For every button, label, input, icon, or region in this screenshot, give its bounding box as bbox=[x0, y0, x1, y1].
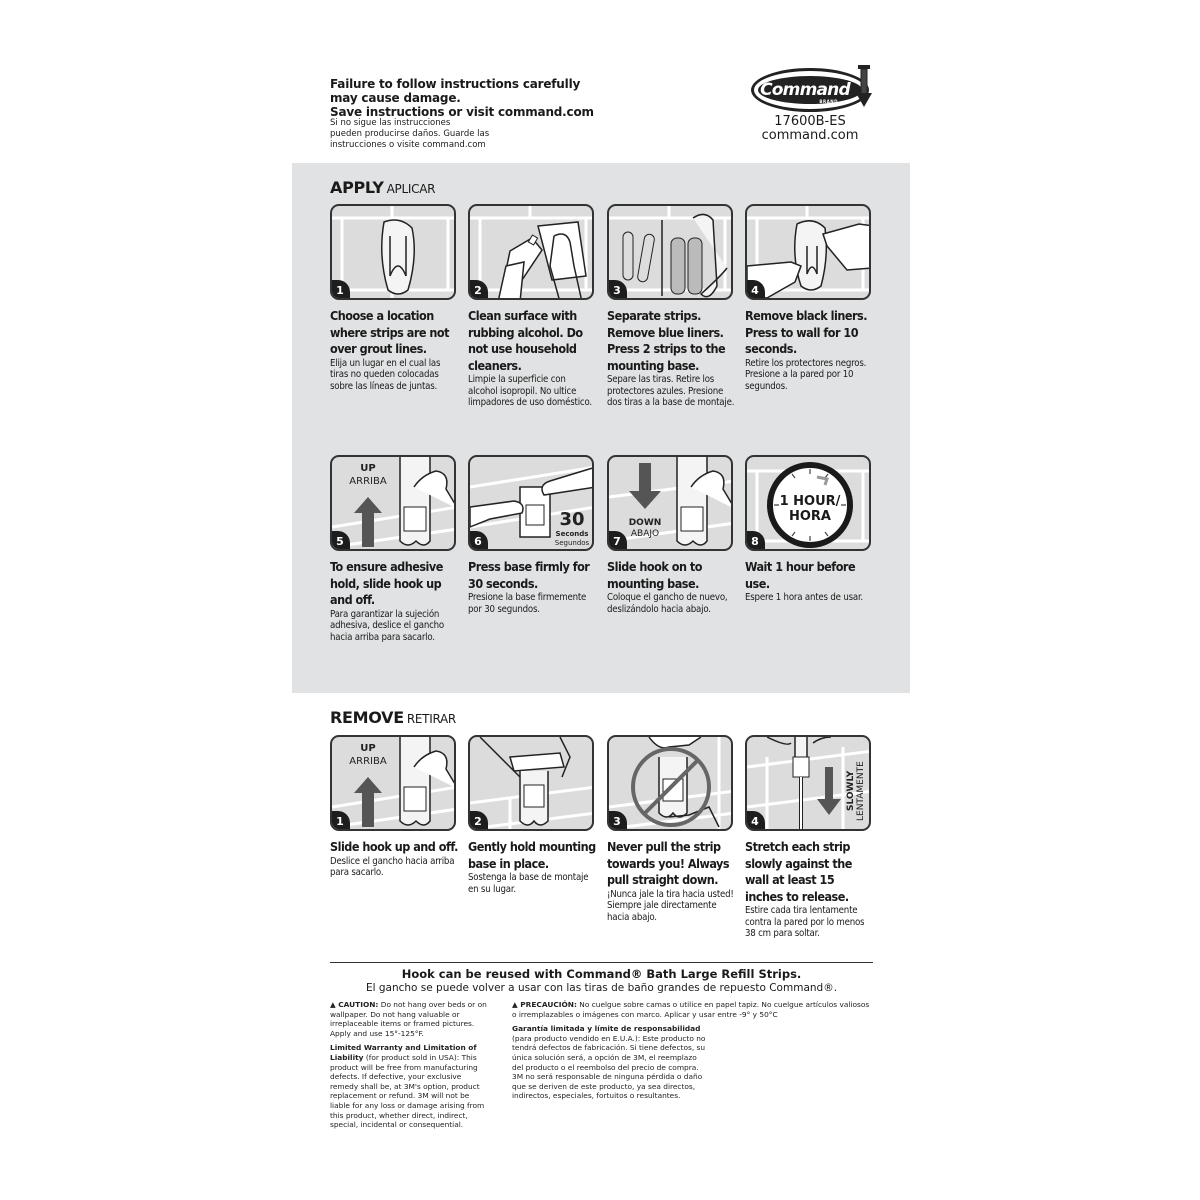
svg-text:1 HOUR/: 1 HOUR/ bbox=[779, 494, 841, 509]
strips-icon bbox=[609, 206, 733, 300]
warranty-text: (for product sold in USA): This product will be free from manufacturing defects. If defective, your exclusive remedy shall be, at 3M's option, product replacement or refund. 3M will not be liable for any loss or damage arising from this product, whether direct, indirect, special, incidental or consequential. bbox=[330, 1052, 485, 1130]
step-instruction-en: Separate strips. Remove blue liners. Press 2 strips to the mounting base. bbox=[607, 308, 726, 373]
step-illustration bbox=[745, 455, 871, 551]
divider bbox=[330, 962, 873, 963]
step-number-badge: 4 bbox=[745, 811, 765, 831]
refill-note-en: Hook can be reused with Command® Bath Large Refill Strips. bbox=[401, 967, 802, 981]
warning-line: Si no sigue las instrucciones bbox=[330, 118, 451, 128]
step-illustration bbox=[330, 204, 456, 300]
step-instruction-es: ¡Nunca jale la tira hacia usted! Siempre jale directamente hacia abajo. bbox=[607, 888, 734, 923]
website: command.com bbox=[761, 128, 859, 143]
step-instruction-en: Wait 1 hour before use. bbox=[745, 559, 856, 591]
warning-line: pueden producirse daños. Guarde las bbox=[330, 129, 490, 139]
step-number-badge: 3 bbox=[607, 280, 627, 300]
apply-step-1 bbox=[330, 204, 458, 392]
step-illustration bbox=[330, 455, 456, 551]
step-illustration bbox=[745, 735, 871, 831]
precaucion-label: ▲ PRECAUCIÓN: bbox=[512, 1000, 577, 1009]
svg-text:UP: UP bbox=[360, 463, 376, 474]
step-instruction-es: Coloque el gancho de nuevo, deslizándolo hacia abajo. bbox=[607, 592, 728, 615]
step-instruction-en: Stretch each strip slowly against the wall at least 15 inches to release. bbox=[745, 839, 852, 904]
precaucion-es bbox=[512, 1000, 874, 1019]
step-instruction-en: Slide hook on to mounting base. bbox=[607, 559, 702, 591]
step-number-badge: 2 bbox=[468, 811, 488, 831]
caution-en bbox=[330, 1000, 490, 1038]
apply-step-5 bbox=[330, 455, 458, 643]
remove-heading bbox=[330, 708, 456, 727]
remove-title: REMOVE bbox=[330, 708, 404, 727]
step-illustration bbox=[468, 204, 594, 300]
remove-step-1 bbox=[330, 735, 458, 879]
step-number-badge: 6 bbox=[468, 531, 488, 551]
warning-english bbox=[330, 77, 594, 119]
warning-line: instrucciones o visite command.com bbox=[330, 140, 486, 150]
step-instruction-es: Separe las tiras. Retire los protectores azules. Presione dos tiras a la base de montaje. bbox=[607, 374, 735, 408]
caution-text: Do not hang over beds or on wallpaper. Do not hang valuable or irreplaceable items or framed pictures. Apply and use 15°-125°F. bbox=[330, 1000, 487, 1038]
svg-text:Segundos: Segundos bbox=[554, 539, 590, 547]
command-logo bbox=[740, 68, 880, 143]
remove-title-es: RETIRAR bbox=[406, 712, 456, 726]
step-number-badge: 5 bbox=[330, 531, 350, 551]
press-base-icon bbox=[470, 457, 594, 551]
step-number-badge: 1 bbox=[330, 280, 350, 300]
remove-step-2 bbox=[468, 735, 596, 895]
apply-step-8 bbox=[745, 455, 873, 604]
svg-text:UP: UP bbox=[360, 743, 376, 754]
step-instruction-es: Sostenga la base de montaje en su lugar. bbox=[468, 872, 589, 895]
apply-step-2 bbox=[468, 204, 596, 409]
warning-spanish bbox=[330, 118, 489, 151]
apply-step-7 bbox=[607, 455, 735, 615]
step-number-badge: 4 bbox=[745, 280, 765, 300]
svg-text:HORA: HORA bbox=[788, 509, 832, 524]
step-instruction-en: Slide hook up and off. bbox=[330, 839, 458, 854]
step-number-badge: 1 bbox=[330, 811, 350, 831]
svg-text:30: 30 bbox=[559, 509, 585, 530]
warranty-en bbox=[330, 1043, 490, 1129]
step-instruction-en: Press base firmly for 30 seconds. bbox=[468, 559, 590, 591]
step-illustration bbox=[607, 455, 733, 551]
remove-step-4 bbox=[745, 735, 873, 940]
svg-text:DOWN: DOWN bbox=[628, 518, 662, 528]
warranty-label: Limited Warranty and Limitation of Liability bbox=[330, 1043, 477, 1062]
logo-brand-text: BRAND bbox=[819, 100, 838, 105]
svg-text:SLOWLY: SLOWLY bbox=[846, 770, 856, 811]
step-number-badge: 2 bbox=[468, 280, 488, 300]
garantia-es bbox=[512, 1024, 707, 1101]
step-illustration bbox=[607, 204, 733, 300]
step-instruction-es: Deslice el gancho hacia arriba para sacarlo. bbox=[330, 855, 455, 878]
step-instruction-en: Gently hold mounting base in place. bbox=[468, 839, 596, 871]
step-illustration bbox=[330, 735, 456, 831]
step-number-badge: 7 bbox=[607, 531, 627, 551]
step-instruction-es: Retire los protectores negros. Presione a la pared por 10 segundos. bbox=[745, 357, 867, 392]
garantia-text: (para producto vendido en E.U.A.): Este producto no tendrá defectos de fabricación. Si tiene defectos, su única solución será, a opción de 3M, el reemplazo del producto o el reembolso del precio de compra. 3M no será responsable de ninguna pérdida o daño que se deriven de este producto, ya sea directos, indirectos, especiales, fortuitos o resultantes. bbox=[512, 1033, 706, 1101]
step-illustration bbox=[468, 735, 594, 831]
step-instruction-es: Para garantizar la sujeción adhesiva, deslice el gancho hacia arriba para sacarlo. bbox=[330, 608, 444, 643]
hands-pressing-icon bbox=[747, 206, 871, 300]
step-instruction-en: Remove black liners. Press to wall for 10 seconds. bbox=[745, 308, 868, 356]
hold-base-icon bbox=[470, 737, 594, 831]
warning-line: Failure to follow instructions carefully bbox=[330, 77, 581, 91]
garantia-label: Garantía limitada y límite de responsabilidad bbox=[512, 1024, 701, 1034]
apply-title: APPLY bbox=[330, 178, 384, 197]
step-instruction-en: Choose a location where strips are not over grout lines. bbox=[330, 308, 450, 356]
clock-icon bbox=[747, 457, 871, 551]
legal-spanish bbox=[512, 1000, 874, 1106]
hook-icon bbox=[332, 206, 456, 300]
step-instruction-en: To ensure adhesive hold, slide hook up and off. bbox=[330, 559, 443, 607]
step-illustration bbox=[745, 204, 871, 300]
warning-line: may cause damage. bbox=[330, 91, 461, 105]
step-instruction-es: Espere 1 hora antes de usar. bbox=[745, 592, 863, 603]
bottle-and-cloth-icon bbox=[470, 206, 594, 300]
step-instruction-es: Limpie la superficie con alcohol isopropil. No ultice limpadores de uso doméstico. bbox=[468, 374, 592, 408]
step-illustration bbox=[468, 455, 594, 551]
svg-text:ARRIBA: ARRIBA bbox=[349, 476, 387, 487]
precaucion-text: No cuelgue sobre camas o utilice en papel tapiz. No cuelgue artículos valiosos o irremplazables o imágenes con marco. Aplicar y usar entre -9° y 50°C bbox=[512, 1000, 870, 1019]
svg-text:ARRIBA: ARRIBA bbox=[349, 756, 387, 767]
logo-oval bbox=[751, 68, 869, 112]
step-number-badge: 3 bbox=[607, 811, 627, 831]
step-instruction-es: Presione la base firmemente por 30 segundos. bbox=[468, 592, 587, 615]
refill-note-es: El gancho se puede volver a usar con las tiras de baño grandes de repuesto Command®. bbox=[365, 982, 838, 994]
prohibited-pull-icon bbox=[609, 737, 733, 831]
step-number-badge: 8 bbox=[745, 531, 765, 551]
apply-step-6 bbox=[468, 455, 596, 615]
apply-heading bbox=[330, 178, 435, 197]
warning-line: Save instructions or visit command.com bbox=[330, 105, 594, 119]
slide-up-arrow-icon bbox=[332, 737, 456, 831]
svg-text:Seconds: Seconds bbox=[555, 530, 589, 538]
step-instruction-es: Elija un lugar en el cual las tiras no queden colocadas sobre las líneas de juntas. bbox=[330, 357, 441, 392]
step-instruction-en: Clean surface with rubbing alcohol. Do not use household cleaners. bbox=[468, 308, 583, 373]
step-instruction-en: Never pull the strip towards you! Always pull straight down. bbox=[607, 839, 730, 887]
step-instruction-es: Estire cada tira lentamente contra la pared por lo menos 38 cm para soltar. bbox=[745, 905, 865, 939]
logo-hook-arrow-icon bbox=[856, 65, 872, 109]
slide-up-arrow-icon bbox=[332, 457, 456, 551]
step-illustration bbox=[607, 735, 733, 831]
remove-step-3 bbox=[607, 735, 735, 923]
stretch-strip-slowly-icon bbox=[747, 737, 871, 831]
legal-english bbox=[330, 1000, 490, 1135]
apply-title-es: APLICAR bbox=[386, 182, 436, 196]
slide-down-arrow-icon bbox=[609, 457, 733, 551]
apply-step-3 bbox=[607, 204, 735, 409]
caution-label: ▲ CAUTION: bbox=[330, 1000, 379, 1009]
sku-number: 17600B-ES bbox=[774, 114, 846, 129]
apply-step-4 bbox=[745, 204, 873, 392]
svg-text:ABAJO: ABAJO bbox=[630, 529, 660, 539]
svg-text:LENTAMENTE: LENTAMENTE bbox=[856, 761, 866, 821]
logo-text: Command bbox=[760, 80, 850, 100]
